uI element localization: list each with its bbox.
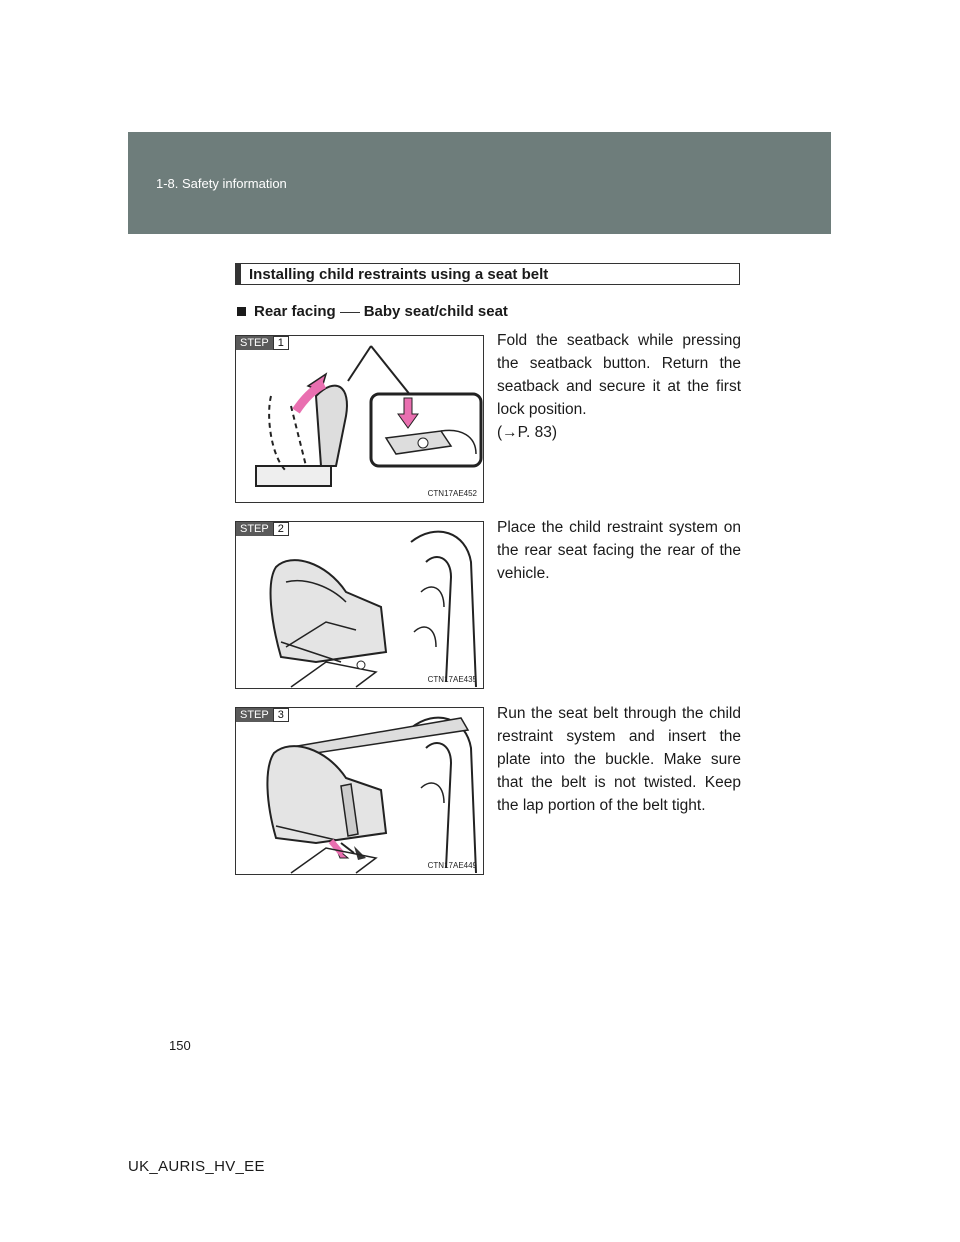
seatback-fold-illustration xyxy=(236,336,485,504)
header-band xyxy=(128,132,831,234)
footer-code: UK_AURIS_HV_EE xyxy=(128,1158,265,1175)
step-2-text: Place the child restraint system on the rear seat facing the rear of the vehicle. xyxy=(497,519,741,582)
step-3-text: Run the seat belt through the child restraint system and insert the plate into the buckle. Make sure that the belt is not twisted. Keep the lap portion of the belt tight. xyxy=(497,705,741,814)
subheading-part2: Baby seat/child seat xyxy=(363,303,508,320)
step-number: 1 xyxy=(273,336,289,350)
step-3-tag xyxy=(236,708,289,722)
section-heading xyxy=(235,263,740,285)
dash-icon xyxy=(340,312,360,313)
step-number: 3 xyxy=(273,708,289,722)
step-1-tag xyxy=(236,336,289,350)
figure-code: CTN17AE449 xyxy=(427,861,477,870)
seat-belt-routing-illustration xyxy=(236,708,485,876)
step-1-figure xyxy=(235,335,484,503)
step-1-text xyxy=(497,329,741,444)
step-2-tag xyxy=(236,522,289,536)
child-seat-placement-illustration xyxy=(236,522,485,690)
subheading-part1: Rear facing xyxy=(254,303,336,320)
figure-code: CTN17AE435 xyxy=(427,675,477,684)
section-label: 1-8. Safety information xyxy=(156,176,287,191)
figure-code: CTN17AE452 xyxy=(427,489,477,498)
step-label: STEP xyxy=(236,708,273,722)
step-number: 2 xyxy=(273,522,289,536)
step-label: STEP xyxy=(236,522,273,536)
page-number: 150 xyxy=(169,1038,191,1053)
step-label: STEP xyxy=(236,336,273,350)
step-1-instructions: Fold the seatback while pressing the seatback button. Return the seatback and secure it at the first lock position. xyxy=(497,332,741,418)
heading-bar xyxy=(236,264,241,284)
page-reference: (→P. 83) xyxy=(497,424,558,441)
sub-heading xyxy=(237,303,508,320)
step-2-figure xyxy=(235,521,484,689)
square-bullet-icon xyxy=(237,307,246,316)
heading-text: Installing child restraints using a seat belt xyxy=(249,265,549,283)
step-3-figure xyxy=(235,707,484,875)
